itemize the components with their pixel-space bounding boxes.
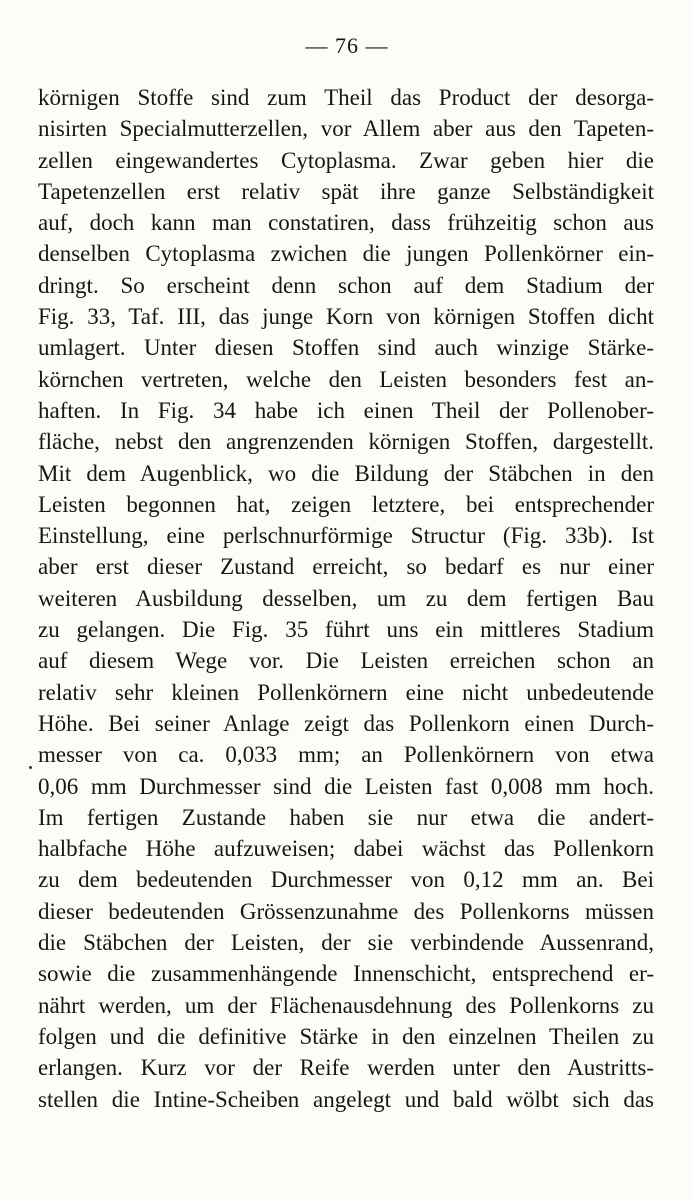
text-line: halbfache Höhe aufzuweisen; dabei wächst das Pollenkorn [38, 836, 654, 862]
text-line: Im fertigen Zustande haben sie nur etwa die andert- [38, 804, 654, 830]
text-line: auf diesem Wege vor. Die Leisten erreichen schon an [38, 648, 654, 674]
text-line: weiteren Ausbildung desselben, um zu dem fertigen Bau [38, 585, 654, 611]
text-line: Mit dem Augenblick, wo die Bildung der Stäbchen in den [38, 460, 654, 486]
text-line: Fig. 33, Taf. III, das junge Korn von körnigen Stoffen dicht [38, 304, 654, 330]
text-line: fläche, nebst den angrenzenden körnigen Stoffen, dargestellt. [38, 429, 654, 455]
text-line: sowie die zusammenhängende Innenschicht, entsprechend er- [38, 961, 654, 987]
body-text [38, 82, 654, 1115]
text-line: Leisten begonnen hat, zeigen letztere, bei entsprechender [38, 491, 654, 517]
page-number: — 76 — [305, 33, 389, 58]
text-line: zellen eingewandertes Cytoplasma. Zwar geben hier die [38, 147, 654, 173]
text-line: nährt werden, um der Flächenausdehnung des Pollenkorns zu [38, 992, 654, 1018]
text-line: umlagert. Unter diesen Stoffen sind auch winzige Stärke- [38, 335, 654, 361]
text-line: aber erst dieser Zustand erreicht, so bedarf es nur einer [38, 554, 654, 580]
text-line: Einstellung, eine perlschnurförmige Structur (Fig. 33b). Ist [38, 523, 654, 549]
text-line: die Stäbchen der Leisten, der sie verbindende Aussenrand, [38, 930, 654, 956]
text-line: 0,06 mm Durchmesser sind die Leisten fast 0,008 mm hoch. [38, 773, 654, 799]
text-line: auf, doch kann man constatiren, dass frühzeitig schon aus [38, 210, 654, 236]
margin-mark [29, 766, 32, 769]
text-line: denselben Cytoplasma zwichen die jungen Pollenkörner ein- [38, 241, 654, 267]
text-line: haften. In Fig. 34 habe ich einen Theil der Pollenober- [38, 397, 654, 423]
text-line: erlangen. Kurz vor der Reife werden unter den Austritts- [38, 1055, 654, 1081]
text-line: dringt. So erscheint denn schon auf dem Stadium der [38, 272, 654, 298]
text-line: körnigen Stoffe sind zum Theil das Product der desorga- [38, 85, 654, 110]
text-line: zu gelangen. Die Fig. 35 führt uns ein mittleres Stadium [38, 617, 654, 643]
text-line: stellen die Intine-Scheiben angelegt und bald wölbt sich das [38, 1086, 654, 1112]
text-line: zu dem bedeutenden Durchmesser von 0,12 mm an. Bei [38, 867, 654, 893]
text-line: Höhe. Bei seiner Anlage zeigt das Pollenkorn einen Durch- [38, 710, 654, 736]
text-line: relativ sehr kleinen Pollenkörnern eine nicht unbedeutende [38, 679, 654, 705]
text-line: Tapetenzellen erst relativ spät ihre ganze Selbständigkeit [38, 178, 654, 204]
text-line: folgen und die definitive Stärke in den einzelnen Theilen zu [38, 1023, 654, 1049]
text-line: messer von ca. 0,033 mm; an Pollenkörnern von etwa [38, 742, 654, 768]
text-line: dieser bedeutenden Grössenzunahme des Pollenkorns müssen [38, 898, 654, 924]
text-line: körnchen vertreten, welche den Leisten besonders fest an- [38, 366, 654, 392]
text-line: nisirten Specialmutterzellen, vor Allem aber aus den Tapeten- [38, 116, 654, 142]
